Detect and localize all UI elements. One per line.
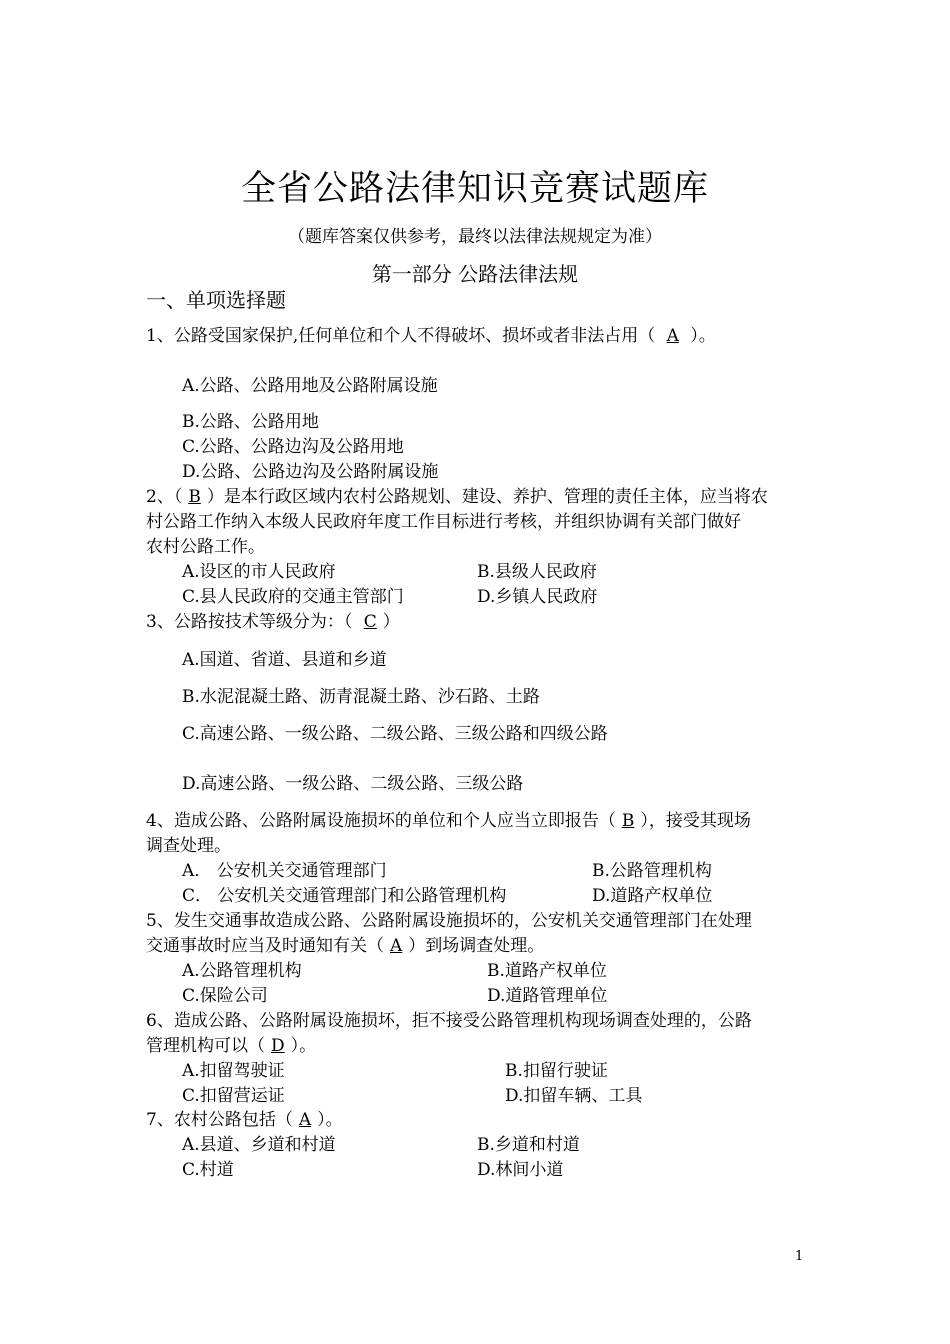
part-heading: 第一部分 公路法律法规 bbox=[371, 262, 579, 286]
question-1-option-b: B.公路、公路用地 bbox=[182, 412, 319, 432]
question-4-option-c: C． 公安机关交通管理部门和公路管理机构 bbox=[182, 886, 507, 906]
question-5-option-b: B.道路产权单位 bbox=[487, 961, 607, 981]
question-3-answer: C bbox=[363, 612, 377, 632]
question-7-option-c: C.村道 bbox=[182, 1160, 234, 1180]
question-3-option-b: B.水泥混凝土路、沥青混凝土路、沙石路、土路 bbox=[182, 687, 540, 707]
question-6-option-d: D.扣留车辆、工具 bbox=[505, 1086, 643, 1106]
question-4-option-d: D.道路产权单位 bbox=[592, 886, 713, 906]
question-5-option-a: A.公路管理机构 bbox=[182, 961, 302, 981]
question-5-option-d: D.道路管理单位 bbox=[487, 986, 608, 1006]
question-7-stem: 7、农村公路包括（ A ）。 bbox=[146, 1108, 816, 1133]
question-4-option-b: B.公路管理机构 bbox=[592, 861, 712, 881]
question-4-stem-line-2: 调查处理。 bbox=[146, 836, 231, 856]
page-number: 1 bbox=[795, 1249, 804, 1264]
question-6-option-b: B.扣留行驶证 bbox=[505, 1061, 608, 1081]
question-2-option-c: C.县人民政府的交通主管部门 bbox=[182, 587, 404, 607]
question-2-stem-line-3: 农村公路工作。 bbox=[146, 537, 265, 557]
question-7-option-a: A.县道、乡道和村道 bbox=[182, 1135, 336, 1155]
section-heading: 一、单项选择题 bbox=[146, 288, 286, 312]
question-6-option-a: A.扣留驾驶证 bbox=[182, 1061, 285, 1081]
document-subtitle: （题库答案仅供参考，最终以法律法规规定为准） bbox=[288, 227, 662, 247]
question-6-option-c: C.扣留营运证 bbox=[182, 1086, 285, 1106]
question-7-option-b: B.乡道和村道 bbox=[477, 1135, 580, 1155]
question-2-stem-line-1: 2、（ B ）是本行政区域内农村公路规划、建设、养护、管理的责任主体，应当将农 bbox=[146, 485, 816, 510]
question-6-stem-line-2: 管理机构可以（ D ）。 bbox=[146, 1034, 816, 1059]
question-4-stem-line-1: 4、造成公路、公路附属设施损坏的单位和个人应当立即报告（ B ），接受其现场 bbox=[146, 809, 816, 834]
question-3-option-d: D.高速公路、一级公路、二级公路、三级公路 bbox=[182, 774, 524, 794]
question-3-option-a: A.国道、省道、县道和乡道 bbox=[182, 650, 387, 670]
question-7-answer: A bbox=[298, 1110, 312, 1130]
question-2-answer: B bbox=[188, 487, 201, 507]
question-2-stem-line-2: 村公路工作纳入本级人民政府年度工作目标进行考核，并组织协调有关部门做好 bbox=[146, 512, 741, 532]
question-1-stem: 1、公路受国家保护,任何单位和个人不得破坏、损坏或者非法占用（ A ）。 bbox=[146, 324, 816, 349]
question-3-option-c: C.高速公路、一级公路、二级公路、三级公路和四级公路 bbox=[182, 724, 608, 744]
question-3-stem: 3、公路按技术等级分为：（ C ） bbox=[146, 610, 816, 635]
question-6-answer: D bbox=[271, 1036, 285, 1056]
document-title: 全省公路法律知识竞赛试题库 bbox=[240, 169, 709, 209]
question-2-option-a: A.设区的市人民政府 bbox=[182, 562, 336, 582]
question-5-answer: A bbox=[390, 936, 403, 956]
question-4-answer: B bbox=[621, 811, 635, 831]
question-7-option-d: D.林间小道 bbox=[477, 1160, 564, 1180]
question-5-stem-line-1: 5、发生交通事故造成公路、公路附属设施损坏的，公安机关交通管理部门在处理 bbox=[146, 911, 752, 931]
question-1-answer: A bbox=[666, 326, 679, 346]
question-4-option-a: A． 公安机关交通管理部门 bbox=[182, 861, 387, 881]
question-5-stem-line-2: 交通事故时应当及时通知有关（ A ）到场调查处理。 bbox=[146, 934, 816, 959]
question-1-option-c: C.公路、公路边沟及公路用地 bbox=[182, 437, 404, 457]
question-6-stem-line-1: 6、造成公路、公路附属设施损坏，拒不接受公路管理机构现场调查处理的，公路 bbox=[146, 1011, 752, 1031]
question-5-option-c: C.保险公司 bbox=[182, 986, 268, 1006]
question-1-option-d: D.公路、公路边沟及公路附属设施 bbox=[182, 462, 439, 482]
question-2-option-d: D.乡镇人民政府 bbox=[477, 587, 598, 607]
question-2-option-b: B.县级人民政府 bbox=[477, 562, 597, 582]
question-1-option-a: A.公路、公路用地及公路附属设施 bbox=[182, 376, 438, 396]
